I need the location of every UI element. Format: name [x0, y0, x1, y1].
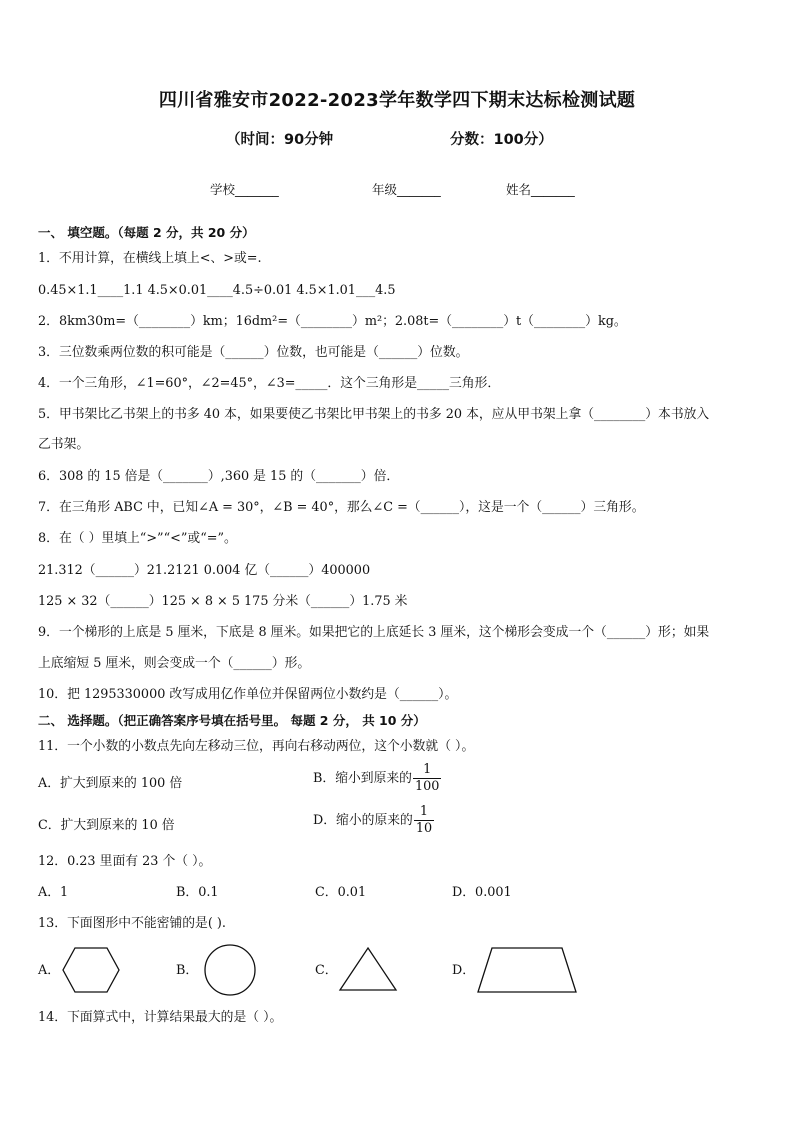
question-8: 8．在（ ）里填上“>”“<”或“=”。 — [38, 531, 237, 546]
q11-option-d — [313, 804, 434, 837]
grade-field: 年级_______ — [372, 182, 441, 197]
q13-option-c: C． — [315, 963, 338, 978]
q11-option-b-text: B．缩小到原来的 — [313, 771, 412, 786]
fraction-one-tenth — [414, 804, 434, 837]
question-14: 14．下面算式中，计算结果最大的是（ ）。 — [38, 1010, 283, 1025]
section-fill-blank-heading: 一、 填空题。（每题 2 分，共 20 分） — [38, 225, 255, 240]
question-1: 1．不用计算，在横线上填上<、>或=. — [38, 251, 262, 266]
fraction-one-hundredth — [413, 762, 441, 795]
question-7: 7．在三角形 ABC 中，已知∠A = 30°，∠B = 40°，那么∠C =（______），这是一个（______）三角形。 — [38, 500, 645, 515]
question-3: 3．三位数乘两位数的积可能是（______）位数，也可能是（______）位数。 — [38, 345, 469, 360]
q11-option-b — [313, 762, 441, 795]
fraction-denominator: 10 — [415, 821, 433, 836]
q11-option-a: A．扩大到原来的 100 倍 — [38, 776, 183, 791]
q13-option-d: D． — [452, 963, 476, 978]
school-field: 学校_______ — [210, 182, 279, 197]
fraction-numerator: 1 — [413, 762, 441, 779]
question-9-line-2: 上底缩短 5 厘米，则会变成一个（______）形。 — [38, 656, 311, 671]
question-10: 10．把 1295330000 改写成用亿作单位并保留两位小数约是（______）。 — [38, 687, 458, 702]
q12-option-d: D．0.001 — [452, 885, 512, 900]
q11-option-c: C．扩大到原来的 10 倍 — [38, 818, 175, 833]
question-6: 6．308 的 15 倍是（_______）,360 是 15 的（_______）倍． — [38, 469, 400, 484]
q12-option-c: C．0.01 — [315, 885, 367, 900]
q12-option-a: A．1 — [38, 885, 69, 900]
question-1-items: 0.45×1.1____1.1 4.5×0.01____4.5÷0.01 4.5×1.01___4.5 — [38, 283, 396, 298]
question-5-line-2: 乙书架。 — [38, 437, 90, 452]
question-11: 11．一个小数的小数点先向左移动三位，再向右移动两位，这个小数就（ ）。 — [38, 739, 475, 754]
question-12: 12．0.23 里面有 23 个（ ）。 — [38, 854, 212, 869]
page-title: 四川省雅安市2022-2023学年数学四下期末达标检测试题 — [158, 90, 636, 111]
question-5-line-1: 5．甲书架比乙书架上的书多 40 本，如果要使乙书架比甲书架上的书多 20 本，应从甲书架上拿（________）本书放入 — [38, 407, 710, 422]
circle-shape — [203, 943, 257, 997]
question-8-row-2: 125 × 32（______）125 × 8 × 5 175 分米（______）1.75 米 — [38, 594, 408, 609]
q12-option-b: B．0.1 — [176, 885, 219, 900]
fraction-numerator: 1 — [414, 804, 434, 821]
question-9-line-1: 9．一个梯形的上底是 5 厘米，下底是 8 厘米。如果把它的上底延长 3 厘米，这个梯形会变成一个（______）形；如果 — [38, 625, 710, 640]
time-limit: （时间：90分钟 — [226, 132, 334, 148]
question-8-row-1: 21.312（______）21.2121 0.004 亿（______）400000 — [38, 563, 371, 578]
question-2: 2．8km30m=（________）km；16dm²=（________）m²；2.08t=（________）t（________）kg。 — [38, 314, 627, 329]
q13-option-b: B． — [176, 963, 199, 978]
hexagon-shape — [60, 946, 122, 994]
section-choice-heading: 二、 选择题。（把正确答案序号填在括号里。 每题 2 分， 共 10 分） — [38, 713, 426, 728]
name-field: 姓名_______ — [506, 182, 575, 197]
fraction-denominator: 100 — [414, 779, 440, 794]
question-4: 4．一个三角形，∠1=60°，∠2=45°，∠3=_____．这个三角形是_____三角形． — [38, 376, 501, 391]
total-score: 分数：100分） — [450, 132, 553, 148]
triangle-shape — [338, 946, 398, 992]
q13-option-a: A． — [38, 963, 61, 978]
question-13: 13．下面图形中不能密铺的是( ). — [38, 916, 226, 931]
trapezoid-shape — [474, 942, 580, 996]
q11-option-d-text: D．缩小的原来的 — [313, 813, 413, 828]
